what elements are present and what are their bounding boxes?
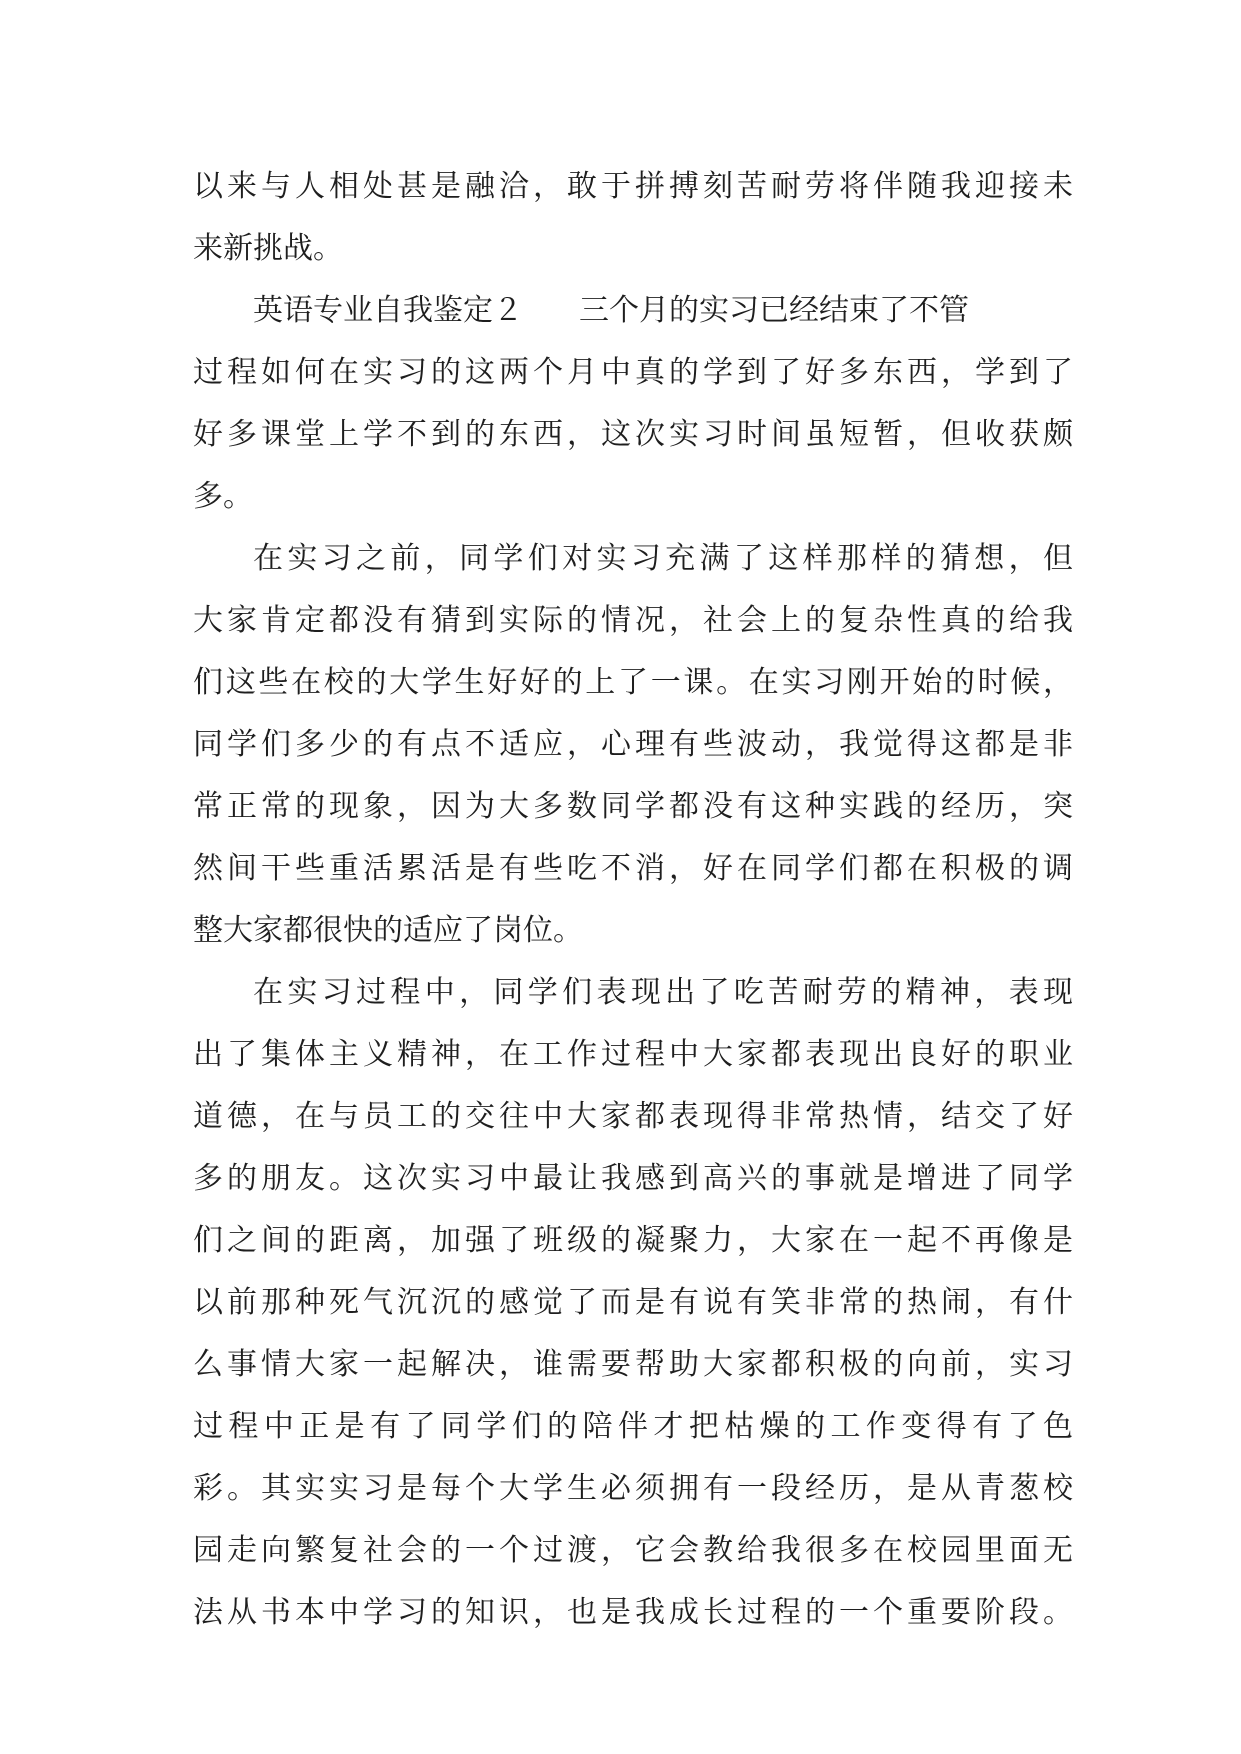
text-line: 出了集体主义精神，在工作过程中大家都表现出良好的职业	[193, 1037, 1073, 1072]
section-heading: 英语专业自我鉴定２	[253, 293, 523, 328]
text-line: 多的朋友。这次实习中最让我感到高兴的事就是增进了同学	[193, 1161, 1073, 1196]
section-heading-text: 三个月的实习已经结束了不管	[579, 293, 969, 328]
text-line: 大家肯定都没有猜到实际的情况，社会上的复杂性真的给我	[193, 603, 1073, 638]
text-line: 然间干些重活累活是有些吃不消，好在同学们都在积极的调	[193, 851, 1073, 886]
text-line: 以前那种死气沉沉的感觉了而是有说有笑非常的热闹，有什	[193, 1285, 1073, 1320]
text-line: 们这些在校的大学生好好的上了一课。在实习刚开始的时候，	[193, 665, 1073, 700]
text-line: 以来与人相处甚是融洽，敢于拼搏刻苦耐劳将伴随我迎接未	[193, 169, 1073, 204]
text-line: 彩。其实实习是每个大学生必须拥有一段经历，是从青葱校	[193, 1471, 1073, 1506]
text-line: 道德，在与员工的交往中大家都表现得非常热情，结交了好	[193, 1099, 1073, 1134]
text-line: 过程中正是有了同学们的陪伴才把枯燥的工作变得有了色	[193, 1409, 1073, 1444]
text-line: 常正常的现象，因为大多数同学都没有这种实践的经历，突	[193, 789, 1073, 824]
text-line: 们之间的距离，加强了班级的凝聚力，大家在一起不再像是	[193, 1223, 1073, 1258]
text-line: 整大家都很快的适应了岗位。	[193, 913, 583, 948]
paragraph-first-line: 在实习过程中，同学们表现出了吃苦耐劳的精神，表现	[253, 975, 1073, 1010]
section-heading-line	[253, 280, 1073, 342]
text-line: 来新挑战。	[193, 231, 343, 266]
text-line: 法从书本中学习的知识，也是我成长过程的一个重要阶段。	[193, 1595, 1073, 1630]
text-line: 多。	[193, 479, 253, 514]
text-line: 同学们多少的有点不适应，心理有些波动，我觉得这都是非	[193, 727, 1073, 762]
text-line: 好多课堂上学不到的东西，这次实习时间虽短暂，但收获颇	[193, 417, 1073, 452]
text-line: 园走向繁复社会的一个过渡，它会教给我很多在校园里面无	[193, 1533, 1073, 1568]
text-line: 么事情大家一起解决，谁需要帮助大家都积极的向前，实习	[193, 1347, 1073, 1382]
paragraph-first-line: 在实习之前，同学们对实习充满了这样那样的猜想，但	[253, 541, 1073, 576]
text-line: 过程如何在实习的这两个月中真的学到了好多东西，学到了	[193, 355, 1073, 390]
